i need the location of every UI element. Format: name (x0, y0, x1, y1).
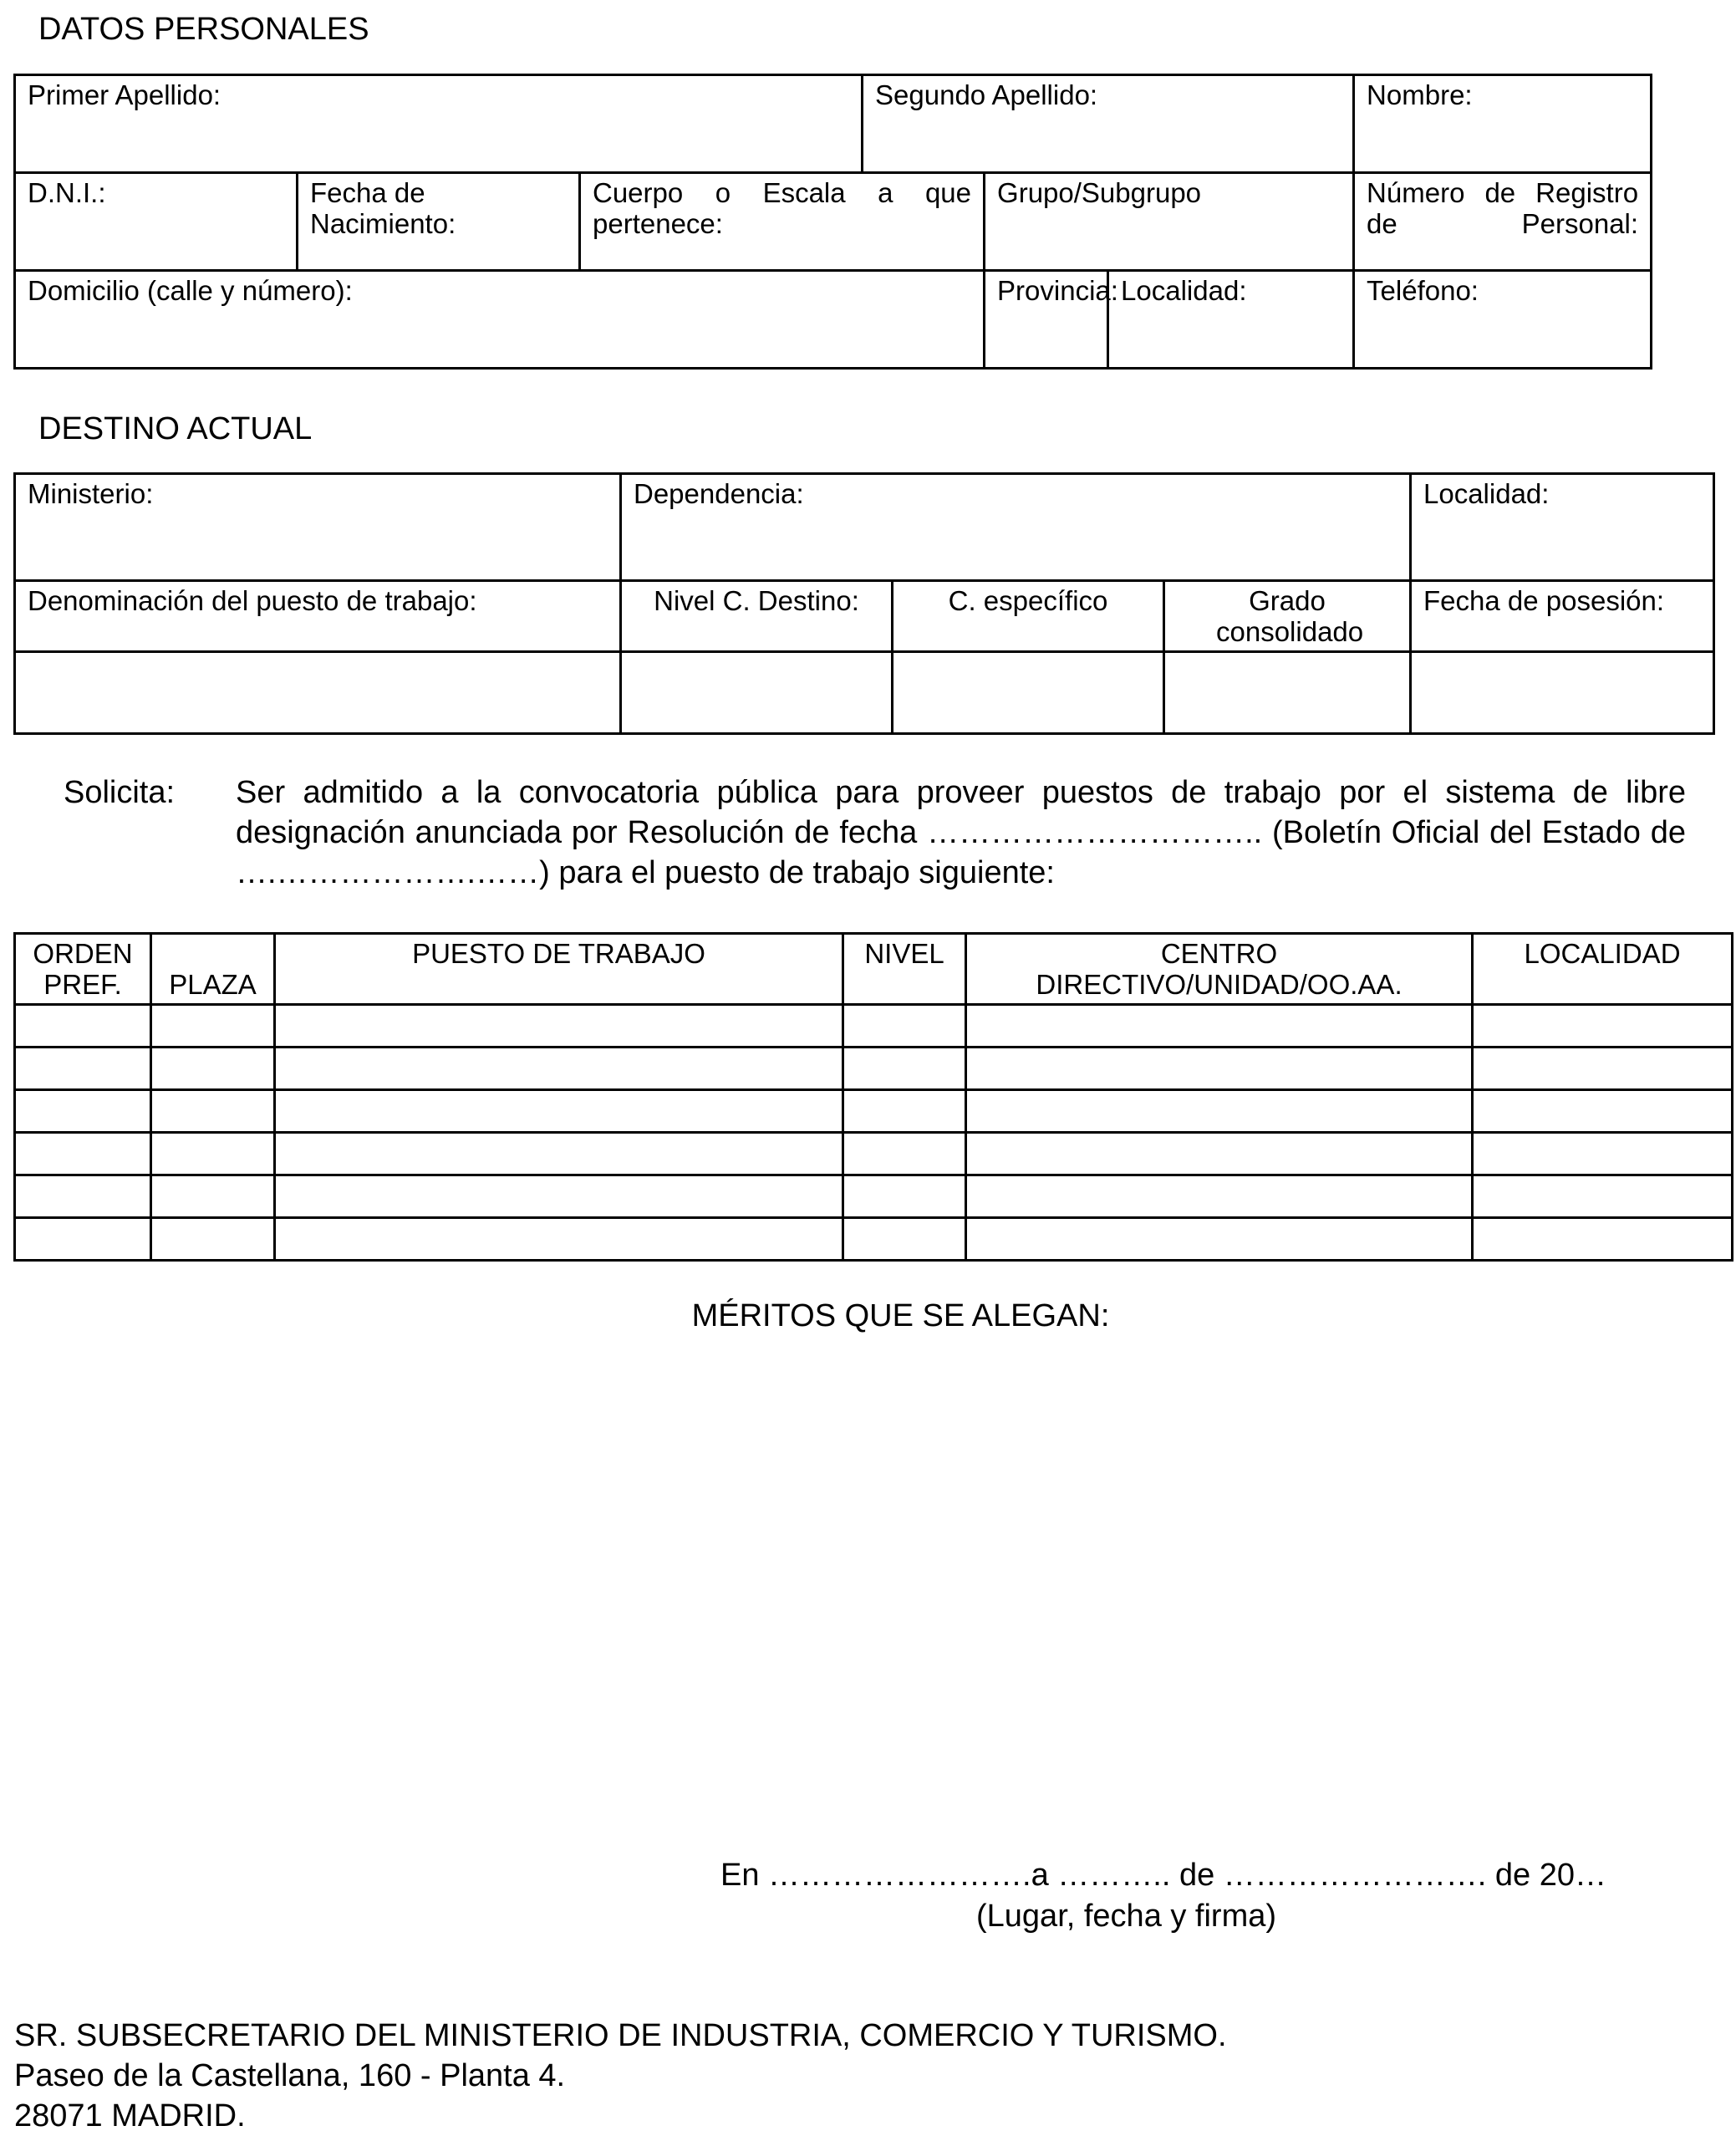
orden-cell[interactable] (15, 1090, 151, 1133)
plaza-header (151, 934, 275, 1005)
meritos-area[interactable] (13, 1350, 1718, 1843)
orden-cell[interactable] (15, 1133, 151, 1175)
domicilio-label: Domicilio (calle y número): (28, 275, 353, 306)
provincia-label: Provincia: (997, 275, 1118, 306)
ministerio-label: Ministerio: (28, 478, 154, 509)
orden-pref-label: ORDEN PREF. (33, 938, 133, 1000)
numero-registro-personal-label: Número de Registro de Personal: (1367, 177, 1639, 239)
datos-personales-table (13, 74, 1652, 370)
section-title-datos-personales: DATOS PERSONALES (38, 12, 369, 47)
plaza-cell[interactable] (151, 1175, 275, 1218)
fecha-posesion-input[interactable] (1411, 652, 1714, 734)
segundo-apellido-field[interactable] (863, 75, 1354, 173)
grupo-subgrupo-label: Grupo/Subgrupo (997, 177, 1202, 208)
localidad-cell[interactable] (1473, 1218, 1733, 1261)
orden-cell[interactable] (15, 1218, 151, 1261)
dependencia-field[interactable] (621, 474, 1411, 581)
solicita-label: Solicita: (64, 775, 176, 810)
puestos-table (13, 932, 1733, 1262)
localidad-puesto-header (1473, 934, 1733, 1005)
fecha-nacimiento-field[interactable] (298, 173, 580, 271)
orden-pref-header (15, 934, 151, 1005)
localidad-destino-label: Localidad: (1423, 478, 1550, 509)
centro-cell[interactable] (966, 1218, 1473, 1261)
grupo-subgrupo-field[interactable] (985, 173, 1354, 271)
puesto-cell[interactable] (275, 1218, 843, 1261)
segundo-apellido-label: Segundo Apellido: (875, 79, 1098, 110)
meritos-title: MÉRITOS QUE SE ALEGAN: (691, 1298, 1110, 1333)
denominacion-puesto-header (15, 581, 621, 652)
localidad-destino-field[interactable] (1411, 474, 1714, 581)
numero-registro-personal-field[interactable] (1354, 173, 1652, 271)
plaza-cell[interactable] (151, 1218, 275, 1261)
telefono-label: Teléfono: (1367, 275, 1479, 306)
firma-caption: (Lugar, fecha y firma) (976, 1899, 1277, 1934)
complemento-especifico-input[interactable] (893, 652, 1164, 734)
cuerpo-escala-label: Cuerpo o Escala a que pertenece: (593, 177, 972, 239)
centro-directivo-header (966, 934, 1473, 1005)
destinatario-line-2: Paseo de la Castellana, 160 - Planta 4. (14, 2058, 566, 2093)
puesto-trabajo-header (275, 934, 843, 1005)
dependencia-label: Dependencia: (634, 478, 804, 509)
grado-consolidado-input[interactable] (1164, 652, 1411, 734)
fecha-posesion-header (1411, 581, 1714, 652)
section-title-destino-actual: DESTINO ACTUAL (38, 411, 313, 446)
table-row (15, 1218, 1733, 1261)
destino-actual-table (13, 472, 1715, 735)
table-row (15, 1048, 1733, 1090)
localidad-personal-field[interactable] (1108, 271, 1354, 369)
localidad-cell[interactable] (1473, 1175, 1733, 1218)
destinatario-line-1: SR. SUBSECRETARIO DEL MINISTERIO DE INDUSTRIA, COMERCIO Y TURISMO. (14, 2018, 1227, 2053)
puesto-cell[interactable] (275, 1175, 843, 1218)
localidad-puesto-label: LOCALIDAD (1524, 938, 1681, 969)
orden-cell[interactable] (15, 1048, 151, 1090)
puesto-cell[interactable] (275, 1048, 843, 1090)
telefono-field[interactable] (1354, 271, 1652, 369)
table-row (15, 1005, 1733, 1048)
centro-cell[interactable] (966, 1133, 1473, 1175)
ministerio-field[interactable] (15, 474, 621, 581)
domicilio-field[interactable] (15, 271, 985, 369)
plaza-cell[interactable] (151, 1048, 275, 1090)
nivel-cell[interactable] (843, 1005, 966, 1048)
nombre-field[interactable] (1354, 75, 1652, 173)
primer-apellido-field[interactable] (15, 75, 863, 173)
nivel-label: NIVEL (864, 938, 944, 969)
complemento-especifico-label: C. específico (948, 585, 1108, 616)
centro-cell[interactable] (966, 1048, 1473, 1090)
nivel-cell[interactable] (843, 1218, 966, 1261)
nivel-cell[interactable] (843, 1175, 966, 1218)
destinatario-line-3: 28071 MADRID. (14, 2098, 246, 2133)
plaza-cell[interactable] (151, 1090, 275, 1133)
puesto-cell[interactable] (275, 1133, 843, 1175)
cuerpo-escala-field[interactable] (580, 173, 985, 271)
plaza-cell[interactable] (151, 1005, 275, 1048)
nivel-header (843, 934, 966, 1005)
localidad-cell[interactable] (1473, 1048, 1733, 1090)
centro-directivo-label: CENTRO DIRECTIVO/UNIDAD/OO.AA. (1036, 938, 1403, 1000)
grado-consolidado-header (1164, 581, 1411, 652)
complemento-especifico-header (893, 581, 1164, 652)
provincia-field[interactable] (985, 271, 1118, 369)
fecha-posesion-label: Fecha de posesión: (1423, 585, 1665, 616)
localidad-personal-label: Localidad: (1121, 275, 1247, 306)
nombre-label: Nombre: (1367, 79, 1473, 110)
nivel-destino-header (621, 581, 893, 652)
centro-cell[interactable] (966, 1090, 1473, 1133)
firma-line: En …………………….a ……….. de ……………………. de 20… (720, 1858, 1606, 1893)
puesto-trabajo-label: PUESTO DE TRABAJO (412, 938, 705, 969)
grado-consolidado-label: Grado consolidado (1216, 585, 1364, 647)
table-row (15, 1090, 1733, 1133)
localidad-cell[interactable] (1473, 1133, 1733, 1175)
nivel-destino-label: Nivel C. Destino: (654, 585, 859, 616)
localidad-cell[interactable] (1473, 1090, 1733, 1133)
localidad-cell[interactable] (1473, 1005, 1733, 1048)
puesto-cell[interactable] (275, 1090, 843, 1133)
puesto-cell[interactable] (275, 1005, 843, 1048)
nivel-cell[interactable] (843, 1090, 966, 1133)
denominacion-puesto-input[interactable] (15, 652, 621, 734)
primer-apellido-label: Primer Apellido: (28, 79, 221, 110)
fecha-nacimiento-label: Fecha de Nacimiento: (310, 177, 456, 239)
table-row (15, 1133, 1733, 1175)
nivel-destino-input[interactable] (621, 652, 893, 734)
plaza-cell[interactable] (151, 1133, 275, 1175)
centro-cell[interactable] (966, 1175, 1473, 1218)
nivel-cell[interactable] (843, 1048, 966, 1090)
nivel-cell[interactable] (843, 1133, 966, 1175)
orden-cell[interactable] (15, 1175, 151, 1218)
dni-field[interactable] (15, 173, 298, 271)
denominacion-puesto-label: Denominación del puesto de trabajo: (28, 585, 477, 616)
plaza-label: PLAZA (169, 969, 257, 1000)
orden-cell[interactable] (15, 1005, 151, 1048)
table-row (15, 1175, 1733, 1218)
solicita-text: Ser admitido a la convocatoria pública para proveer puestos de trabajo por el sistema de libre designación anunciada por Resolución de fecha ………………………….. (Boletín Oficial del Estado de ….……………….……) para el puesto de trabajo siguiente: (236, 775, 1686, 890)
centro-cell[interactable] (966, 1005, 1473, 1048)
dni-label: D.N.I.: (28, 177, 106, 208)
